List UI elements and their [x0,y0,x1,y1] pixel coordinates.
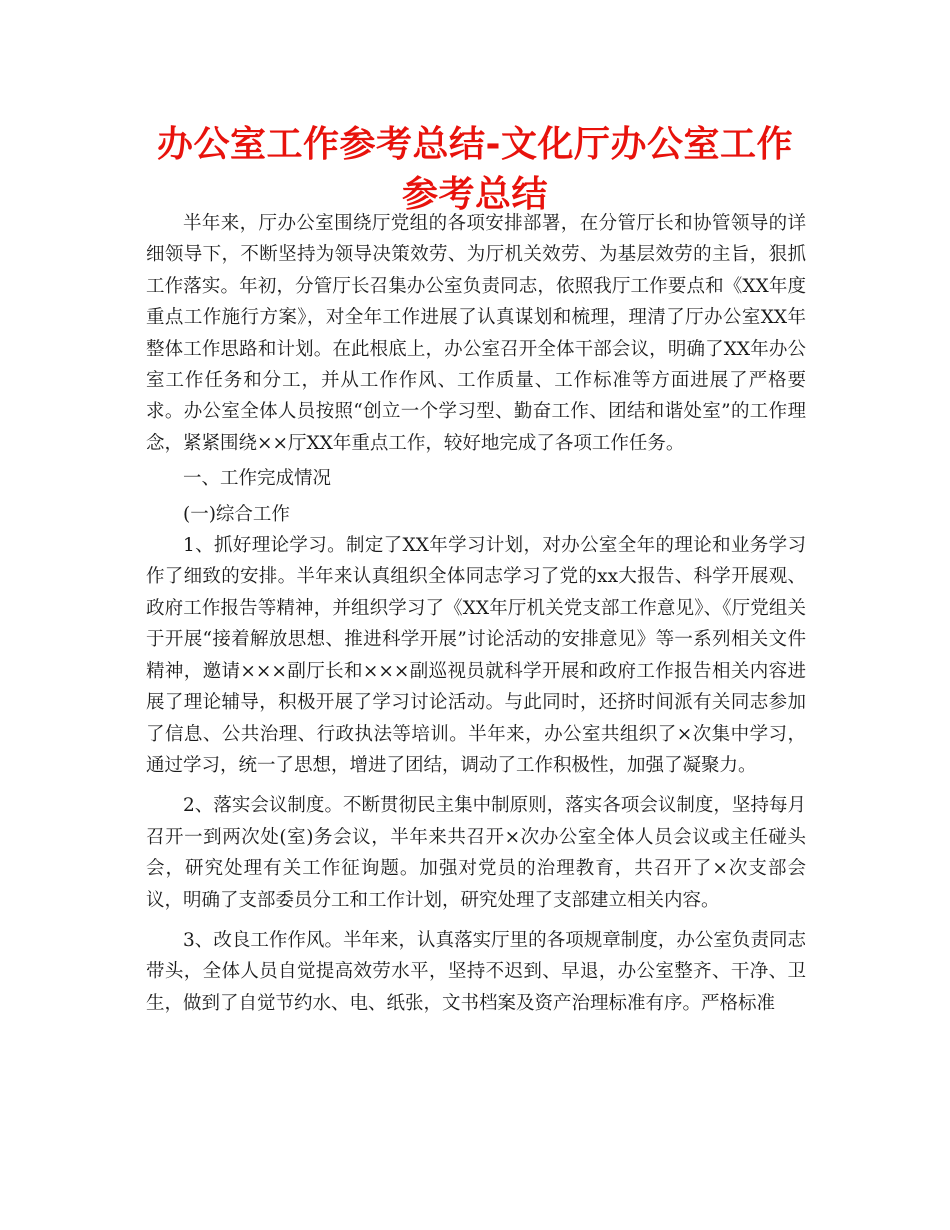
item-paragraph-1: 1、抓好理论学习。制定了XX年学习计划，对办公室全年的理论和业务学习作了细致的安排。半年来认真组织全体同志学习了党的xx大报告、科学开展观、政府工作报告等精神，并组织学习了《XX年厅机关党支部工作意见》、《厅党组关于开展“接着解放思想、推进科学开展”讨论活动的安排意见》等一系列相关文件精神，邀请×××副厅长和×××副巡视员就科学开展和政府工作报告相关内容进展了理论辅导，积极开展了学习讨论活动。与此同时，还挤时间派有关同志参加了信息、公共治理、行政执法等培训。半年来，办公室共组织了×次集中学习，通过学习，统一了思想，增进了团结，调动了工作积极性，加强了凝聚力。 [146,535,806,776]
item-paragraph-2: 2、落实会议制度。不断贯彻民主集中制原则，落实各项会议制度，坚持每月召开一到两次处(室)务会议，半年来共召开×次办公室全体人员会议或主任碰头会，研究处理有关工作征询题。加强对党员的治理教育，共召开了×次支部会议，明确了支部委员分工和工作计划，研究处理了支部建立相关内容。 [146,795,806,911]
document-title: 办公室工作参考总结-文化厅办公室工作参考总结 [157,124,793,215]
document-body [146,208,806,1019]
item-paragraph-3: 3、改良工作作风。半年来，认真落实厅里的各项规章制度，办公室负责同志带头，全体人员自觉提高效劳水平，坚持不迟到、早退，办公室整齐、干净、卫生，做到了自觉节约水、电、纸张，文书档案及资产治理标准有序。严格标准 [146,929,806,1014]
subsection-heading: (一)综合工作 [183,503,290,525]
section-heading: 一、工作完成情况 [183,468,332,490]
intro-paragraph: 半年来，厅办公室围绕厅党组的各项安排部署，在分管厅长和协管领导的详细领导下，不断坚持为领导决策效劳、为厅机关效劳、为基层效劳的主旨，狠抓工作落实。年初，分管厅长召集办公室负责同志，依照我厅工作要点和《XX年度重点工作施行方案》，对全年工作进展了认真谋划和梳理，理清了厅办公室XX年整体工作思路和计划。在此根底上，办公室召开全体干部会议，明确了XX年办公室工作任务和分工，并从工作作风、工作质量、工作标准等方面进展了严格要求。办公室全体人员按照“创立一个学习型、勤奋工作、团结和谐处室”的工作理念，紧紧围绕××厅XX年重点工作，较好地完成了各项工作任务。 [146,213,806,454]
